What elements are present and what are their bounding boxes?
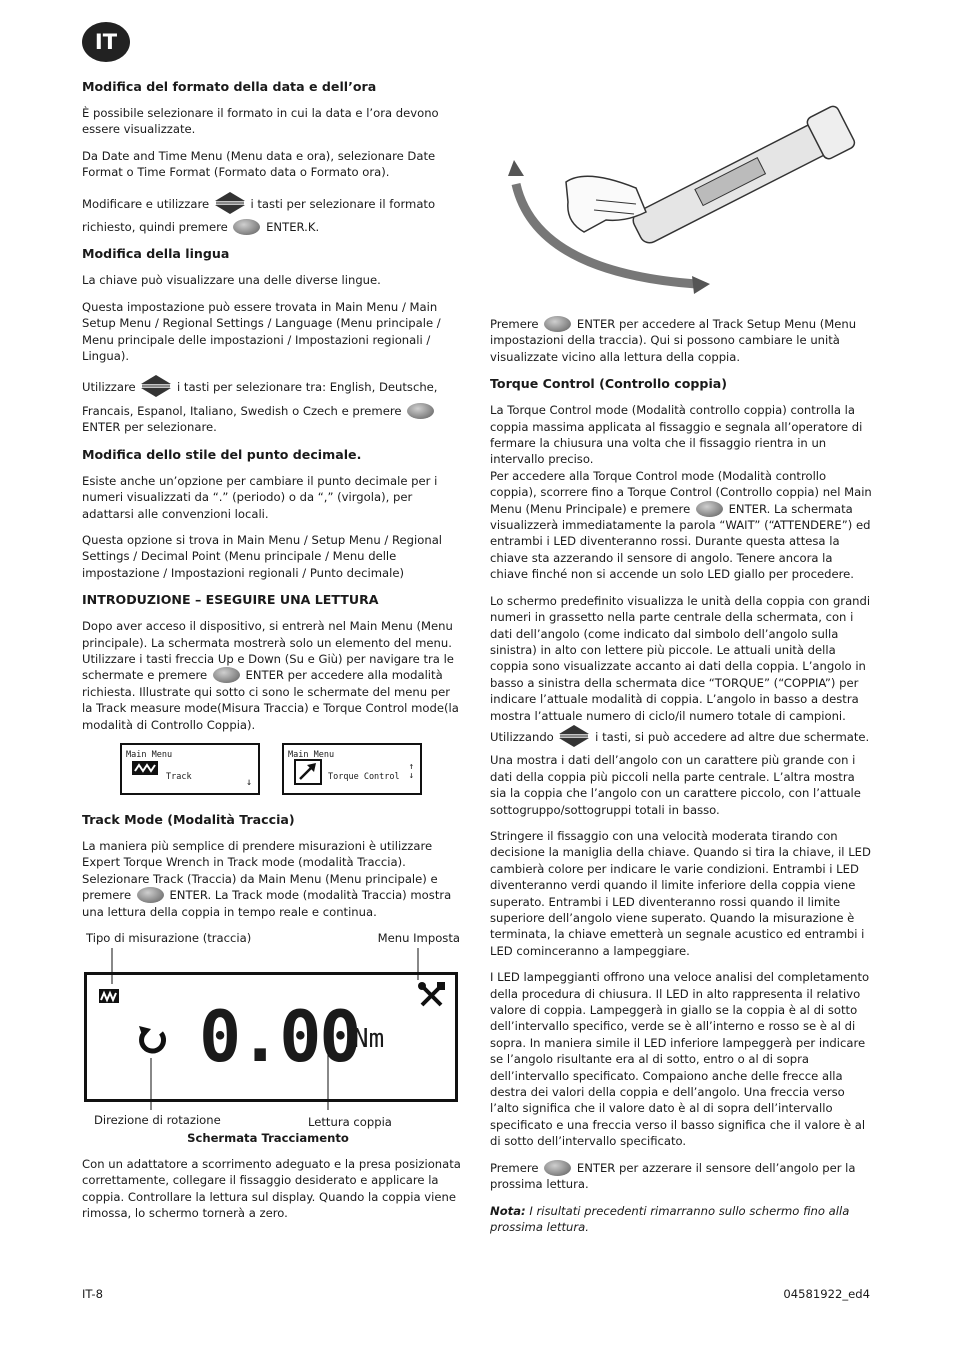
down-arrow-icon: ↓ bbox=[245, 776, 252, 788]
paragraph bbox=[490, 468, 872, 583]
up-down-arrows-icon bbox=[214, 191, 246, 219]
paragraph: I LED lampeggianti offrono una veloce analisi del completamento della procedura di chiusura. Il LED in alto rappresenta il relativo valore di coppia. Lampeggerà in giallo se la coppia è al di sotto dell’intervallo specifico, verde se è all’interno e rosso se è al di sopra. In maniera simile il LED inferiore lampeggerà per indicare se l’angolo risultante era al di sotto, entro o al di sopra dell’intervallo specificato. Compaiono anche delle frecce alla destra dei valori della coppia e dell’angolo. Una freccia verso l’alto significa che il valore dato è al di sopra dell’intervallo specificato e una freccia verso il basso significa che il valore è al di sotto dell’intervallo specificato. bbox=[490, 970, 870, 1149]
enter-button-icon bbox=[213, 667, 240, 683]
paragraph bbox=[82, 191, 464, 236]
paragraph bbox=[490, 593, 872, 818]
enter-button-icon bbox=[696, 501, 723, 517]
paragraph: Da Date and Time Menu (Menu data e ora), selezionare Date Format o Time Format (Formato data o Formato ora). bbox=[82, 148, 436, 180]
text: La maniera più semplice di prendere misurazioni è utilizzare Expert Torque Wrench in Track mode (modalità Traccia). Selezionare Track (Traccia) da Main Menu (Menu principale) e premere bbox=[82, 838, 438, 903]
paragraph: Questa opzione si trova in Main Menu / Setup Menu / Regional Settings / Decimal Point (Menu principale / Menu delle impostazione / Impostazioni regionali / Punto decimale) bbox=[82, 532, 443, 580]
text: ENTER per accedere alla modalità richiesta. Illustrate qui sotto ci sono le schermate del menu per la Track measure mode(Misura Traccia) e Torque Control mode(la modalità di Controllo Coppia). bbox=[82, 668, 459, 732]
text: Dopo aver acceso il dispositivo, si entrerà nel Main Menu (Menu principale). La schermata mostrerà solo un elemento del menu. Utilizzare i tasti freccia Up e Down (Su e Giù) per navigare tra le schermate e premere bbox=[82, 619, 454, 683]
torque-reading-value: 0.00 bbox=[199, 996, 360, 1078]
paragraph: Questa impostazione può essere trovata in Main Menu / Main Setup Menu / Regional Settings / Language (Menu principale / Menu principale delle impostazioni / Impostazioni regionali / Lingua). bbox=[82, 299, 441, 364]
heading-introduction: INTRODUZIONE – ESEGUIRE UNA LETTURA bbox=[82, 592, 379, 608]
paragraph: La Torque Control mode (Modalità controllo coppia) controlla la coppia massima applicata al fissaggio e segnala all’operatore di fermare la chiusura una volta che il fissaggio rientra in un intervallo preciso. bbox=[490, 403, 863, 467]
enter-button-icon bbox=[407, 403, 434, 419]
document-code: 04581922_ed4 bbox=[783, 1287, 870, 1301]
page-number: IT-8 bbox=[82, 1287, 103, 1301]
note-label: Nota: bbox=[490, 1203, 526, 1218]
text: i tasti per selezionare il formato richiesto, quindi premere bbox=[82, 196, 436, 235]
label-measurement-type: Tipo di misurazione (traccia) bbox=[86, 931, 252, 945]
heading-track-mode: Track Mode (Modalità Traccia) bbox=[82, 811, 295, 827]
note-text: I risultati precedenti rimarranno sullo schermo fino alla prossima lettura. bbox=[490, 1203, 850, 1234]
up-down-arrows-icon bbox=[140, 374, 172, 402]
callout-lines bbox=[82, 930, 464, 1140]
text: ENTER per selezionare. bbox=[82, 420, 217, 435]
screen-label: Torque Control bbox=[328, 771, 400, 782]
heading-torque-control: Torque Control (Controllo coppia) bbox=[490, 376, 728, 392]
wrench-hand-illustration bbox=[496, 72, 866, 304]
paragraph bbox=[82, 618, 464, 733]
text: ENTER. La Track mode (modalità Traccia) mostra una lettura della coppia in tempo reale e continua. bbox=[82, 888, 452, 919]
screen-header: Main Menu bbox=[126, 749, 173, 760]
text: Lo schermo predefinito visualizza le unità della coppia con grandi numeri in grassetto nella parte centrale della schermata, con i dati dell’angolo (come indicato dal simbolo dell’angolo sulla sinistra) in alto con lettere più piccole. Le attuali unità della coppia sono visualizzate accanto ai dati della coppia. L’angolo in basso a sinistra della schermata dice “TORQUE” (“COPPIA”) per indicare l’attuale modalità di coppia. L’angolo in basso a destra mostra l’attuale numero di ciclo/il numero totale di campioni. Utilizzando bbox=[490, 593, 871, 744]
up-down-arrow-icon: ↑ ↓ bbox=[408, 761, 414, 781]
paragraph bbox=[490, 1160, 872, 1193]
heading-date-format: Modifica del formato della data e dell’ora bbox=[82, 79, 377, 94]
paragraph: È possibile selezionare il formato in cui la data e l’ora devono essere visualizzate. bbox=[82, 106, 439, 137]
torque-unit: Nm bbox=[353, 1024, 385, 1054]
label-rotation-direction: Direzione di rotazione bbox=[94, 1113, 221, 1127]
track-wave-icon bbox=[132, 761, 158, 781]
text: ENTER. La schermata visualizzerà immediatamente la parola “WAIT” (“ATTENDERE”) ed entrambi i LED diventeranno rossi. Durante questa attesa la chiave sta azzerando il sensore di angolo. Tenere ancora la chiave finché non si accende un solo LED giallo per procedere. bbox=[490, 501, 871, 582]
paragraph: Stringere il fissaggio con una velocità moderata tirando con decisione la maniglia della chiave. Quando si tira la chiave, il LED cambierà colore per indicare le varie condizioni. Entrambi i LED diventeranno verdi quando il limite inferiore della coppia viene superato. Entrambi i LED diventeranno rossi quando il limite superiore dell’angolo viene superato. Quando la misurazione è terminata, la chiave emetterà un segnale acustico ed entrambi i LED cominceranno a lampeggiare. bbox=[490, 828, 871, 958]
enter-button-icon bbox=[233, 219, 260, 235]
text: ENTER per azzerare il sensore dell’angolo per la prossima lettura. bbox=[490, 1160, 856, 1192]
torque-control-menu-screen bbox=[282, 743, 422, 795]
right-column bbox=[490, 316, 872, 1245]
text: ENTER per accedere al Track Setup Menu (Menu impostazioni della traccia). Qui si possono cambiare le unità visualizzate vicino alla lettura della coppia. bbox=[490, 317, 857, 364]
menu-screens bbox=[120, 743, 464, 795]
paragraph bbox=[82, 374, 464, 435]
paragraph: Esiste anche un’opzione per cambiare il punto decimale per i numeri visualizzati da “.” (periodo) o da “,” (virgola), per adattarsi alle convenzioni locali. bbox=[82, 473, 438, 521]
track-screen-diagram bbox=[82, 930, 464, 1145]
text: Utilizzare bbox=[82, 380, 136, 395]
paragraph bbox=[82, 838, 464, 920]
text: Modificare e utilizzare bbox=[82, 196, 210, 211]
up-down-arrows-icon bbox=[558, 724, 590, 752]
screen-label: Track bbox=[166, 771, 192, 782]
language-badge: IT bbox=[82, 22, 130, 62]
text: Per accedere alla Torque Control mode (Modalità controllo coppia), scorrere fino a Torque Control (Controllo coppia) nel Main Menu (Menu Principale) e premere bbox=[490, 468, 872, 516]
text: Premere bbox=[490, 317, 539, 331]
label-torque-reading: Lettura coppia bbox=[308, 1115, 392, 1129]
enter-button-icon bbox=[544, 1160, 571, 1176]
heading-language: Modifica della lingua bbox=[82, 246, 230, 262]
enter-button-icon bbox=[544, 316, 571, 332]
text: ENTER.K. bbox=[266, 220, 320, 235]
paragraph: Con un adattatore a scorrimento adeguato e la presa posizionata correttamente, collegare il fissaggio desiderato e applicare la coppia. Controllare la lettura sul display. Quando la coppia viene rimossa, lo schermo tornerà a zero. bbox=[82, 1157, 461, 1221]
enter-button-icon bbox=[137, 887, 164, 903]
diagram-caption: Schermata Tracciamento bbox=[187, 1131, 349, 1145]
heading-decimal-point: Modifica dello stile del punto decimale. bbox=[82, 446, 362, 462]
track-menu-screen bbox=[120, 743, 260, 795]
text: i tasti, si può accedere ad altre due schermate. Una mostra i dati dell’angolo con un carattere più grande con i dati della coppia più piccoli nella parte centrale. L’altra mostra sia la coppia che l’angolo con un carattere piccolo, con l’attuale sottogruppo/sottogruppi totali in basso. bbox=[490, 729, 870, 817]
note bbox=[490, 1203, 872, 1236]
paragraph bbox=[490, 316, 872, 365]
text: Premere bbox=[490, 1160, 539, 1175]
left-column bbox=[82, 78, 464, 1232]
text: i tasti per selezionare tra: English, Deutsche, Francais, Espanol, Italiano, Swedish o Czech e premere bbox=[82, 380, 438, 418]
label-setup-menu: Menu Imposta bbox=[377, 931, 460, 945]
paragraph: La chiave può visualizzare una delle diverse lingue. bbox=[82, 273, 381, 288]
torque-control-icon bbox=[294, 759, 322, 791]
screen-header: Main Menu bbox=[288, 749, 335, 760]
